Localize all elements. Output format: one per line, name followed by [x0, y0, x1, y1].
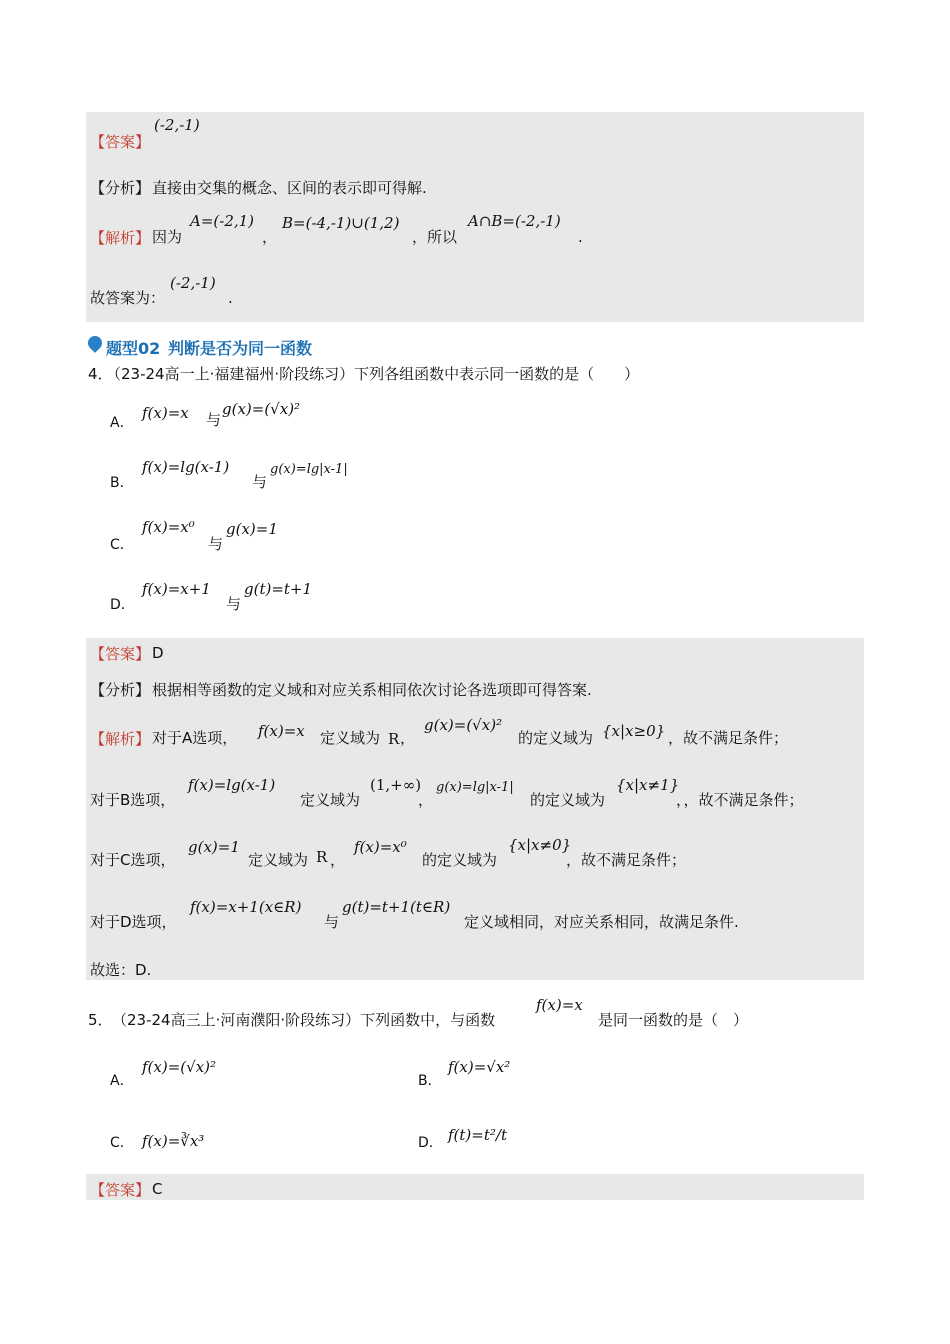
q5-option-d-expr: f(t)=t²/t: [448, 1126, 507, 1144]
q4-solution-tag: 【解析】: [90, 730, 151, 748]
q4-option-b-letter: B．: [110, 475, 134, 491]
q4-option-c-f: f(x)=x⁰: [142, 518, 195, 536]
q4-stem: （23-24高一上·福建福州·阶段练习）下列各组函数中表示同一函数的是（ ）: [106, 365, 640, 383]
q4-analysis-tag: 【分析】: [90, 681, 151, 699]
q5-answer-block: [86, 1174, 864, 1200]
q5-stem-math: f(x)=x: [536, 996, 583, 1014]
q4-line-c-b: 定义域为: [248, 851, 309, 869]
q4-option-c-letter: C．: [110, 537, 134, 553]
q4-line-a-d: 的定义域为: [518, 729, 594, 747]
q4-line-c-m1: g(x)=1: [188, 838, 240, 856]
final-value: (-2,-1): [170, 274, 216, 292]
q4-line-a-e: ，故不满足条件；: [668, 729, 789, 747]
q4-line-c-m3: f(x)=x⁰: [354, 838, 407, 856]
q5-option-c-letter: C．: [110, 1135, 134, 1151]
answer-tag: 【答案】: [90, 133, 151, 151]
q4-analysis-text: 根据相等函数的定义域和对应关系相同依次讨论各选项即可得答案.: [152, 681, 592, 699]
q4-line-c-e: ，故不满足条件；: [566, 851, 687, 869]
q4-line-a-a: 对于A选项，: [152, 729, 238, 747]
q4-option-d-with: 与: [226, 595, 242, 613]
set-a: A=(-2,1): [190, 212, 255, 230]
q4-option-a-g: g(x)=(√x)²: [222, 400, 301, 418]
q5-option-c-expr: f(x)=∛x³: [142, 1132, 205, 1150]
analysis-tag: 【分析】: [90, 179, 151, 197]
q5-number: 5．: [88, 1011, 113, 1029]
q4-line-b-c: ，: [418, 791, 434, 809]
comma: ，: [262, 228, 278, 246]
solution-intro: 因为: [152, 228, 183, 246]
q4-line-d-m2: g(t)=t+1(t∈R): [342, 898, 451, 916]
so-text: ，所以: [412, 228, 458, 246]
period: .: [578, 228, 583, 246]
q4-option-a-f: f(x)=x: [142, 404, 189, 422]
q5-option-a-letter: A．: [110, 1073, 134, 1089]
q4-number: 4．: [88, 365, 113, 383]
q4-option-a-letter: A．: [110, 415, 134, 431]
q5-stem-a: （23-24高三上·河南濮阳·阶段练习）下列函数中，与函数: [112, 1011, 496, 1029]
location-pin-icon: [85, 333, 105, 353]
q4-line-b-a: 对于B选项，: [90, 791, 176, 809]
q4-line-c-m2: R: [316, 848, 328, 866]
solution-tag: 【解析】: [90, 229, 151, 247]
q4-answer-value: D: [152, 644, 164, 662]
q4-line-a-m4: {x|x≥0}: [602, 722, 666, 740]
q4-line-c-m4: {x|x≠0}: [508, 836, 572, 854]
q4-option-b-g: g(x)=lg|x-1|: [270, 462, 348, 477]
section-title: 判断是否为同一函数: [168, 339, 313, 358]
q4-line-b-m4: {x|x≠1}: [616, 776, 680, 794]
q5-answer-value: C: [152, 1180, 163, 1198]
final-text: 故答案为：: [90, 289, 166, 307]
q4-line-d-a: 对于D选项，: [90, 913, 177, 931]
q4-line-c-a: 对于C选项，: [90, 851, 176, 869]
q4-option-d-letter: D．: [110, 597, 135, 613]
q5-option-b-letter: B．: [418, 1073, 442, 1089]
q4-line-d-m1: f(x)=x+1(x∈R): [190, 898, 302, 916]
q4-line-a-m2: R: [388, 730, 400, 748]
q4-option-d-g: g(t)=t+1: [244, 580, 313, 598]
q4-option-a-with: 与: [206, 411, 222, 429]
q4-option-c-with: 与: [208, 535, 224, 553]
q5-option-d-letter: D．: [418, 1135, 443, 1151]
set-b: B=(-4,-1)∪(1,2): [282, 214, 400, 232]
q4-option-b-f: f(x)=lg(x-1): [142, 458, 230, 476]
q4-line-d-b: 与: [324, 913, 340, 931]
final-period: .: [228, 289, 233, 307]
section-label: 题型02: [106, 339, 161, 358]
q4-line-d-c: 定义域相同，对应关系相同，故满足条件.: [464, 913, 739, 931]
q4-option-c-g: g(x)=1: [226, 520, 278, 538]
q5-stem-b: 是同一函数的是（ ）: [598, 1011, 749, 1029]
q4-line-a-c: ，: [400, 729, 416, 747]
q4-answer-tag: 【答案】: [90, 645, 151, 663]
q4-line-a-b: 定义域为: [320, 729, 381, 747]
q4-line-c-d: 的定义域为: [422, 851, 498, 869]
q4-option-b-with: 与: [252, 473, 268, 491]
q4-line-b-e: ，，故不满足条件；: [676, 791, 804, 809]
answer-value: (-2,-1): [154, 116, 200, 134]
q4-line-b-m2: (1,+∞): [370, 776, 422, 794]
analysis-text: 直接由交集的概念、区间的表示即可得解.: [152, 179, 427, 197]
q5-option-a-expr: f(x)=(√x)²: [142, 1058, 217, 1076]
intersection: A∩B=(-2,-1): [468, 212, 561, 230]
q4-line-c-c: ，: [330, 851, 346, 869]
q4-line-b-b: 定义域为: [300, 791, 361, 809]
q4-line-b-m1: f(x)=lg(x-1): [188, 776, 276, 794]
q4-line-a-m3: g(x)=(√x)²: [424, 716, 503, 734]
q5-answer-tag: 【答案】: [90, 1181, 151, 1199]
q4-option-d-f: f(x)=x+1: [142, 580, 211, 598]
q5-option-b-expr: f(x)=√x²: [448, 1058, 511, 1076]
q4-line-b-d: 的定义域为: [530, 791, 606, 809]
q4-conclusion: 故选：D.: [90, 961, 152, 979]
q4-line-b-m3: g(x)=lg|x-1|: [436, 780, 514, 795]
q4-line-a-m1: f(x)=x: [258, 722, 305, 740]
